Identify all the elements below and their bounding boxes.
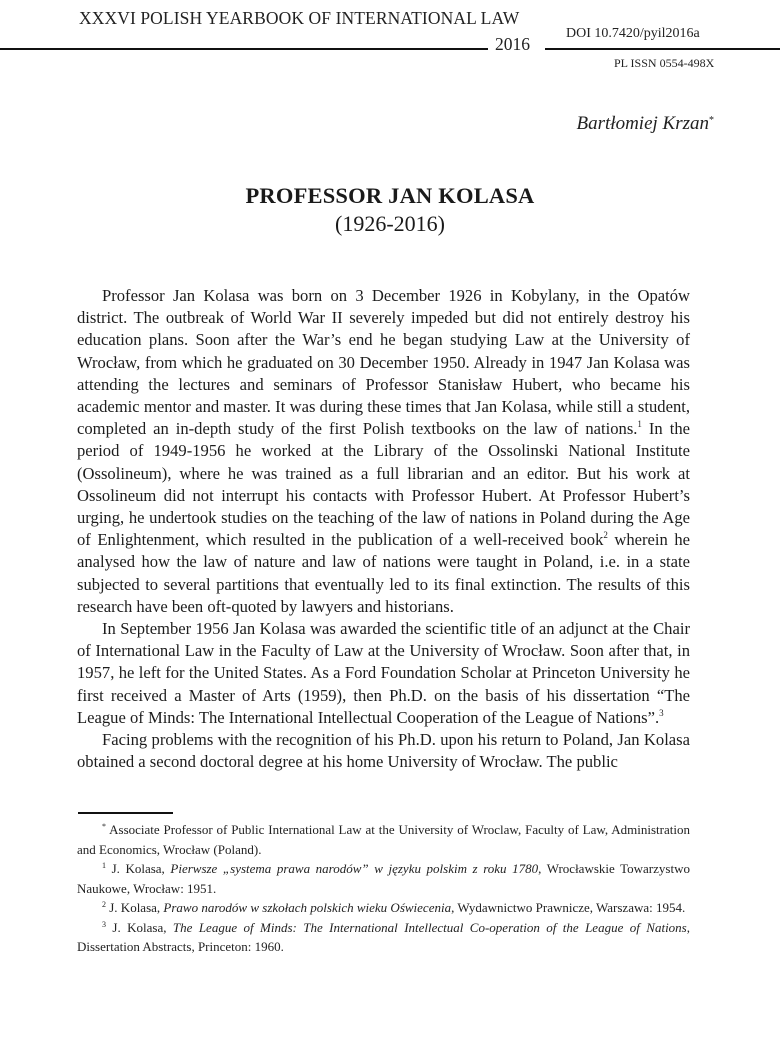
journal-title: XXXVI POLISH YEARBOOK OF INTERNATIONAL LAW <box>79 8 520 28</box>
text-run: Associate Professor of Public International Law at the University of Wroclaw, Faculty of Law, Administration and Economics, Wrocław (Poland). <box>77 822 690 857</box>
cited-title: Prawo narodów w szkołach polskich wieku Oświecenia <box>163 900 452 915</box>
text-run: wherein he analysed how the law of nature and law of nations were taught in Poland, i.e. in a state subjected to several partitions that eventually led to its final extinction. The results of this research have been oft-quoted by lawyers and historians. <box>77 530 691 616</box>
text-run: J. Kolasa, <box>106 919 173 935</box>
footnotes <box>77 820 690 957</box>
text-run: In the period of 1949-1956 he worked at the Library of the Ossolinski National Institute (Ossolineum), where he was trained as a full librarian and an editor. But his work at Ossolineum did not interrupt his contacts with Professor Hubert. At Professor Hubert’s urging, he undertook studies on the teaching of the law of nations in Poland during the Age of Enlightenment, which resulted in the publication of a well-received book <box>77 419 690 550</box>
footnote-marker: 3 <box>102 919 106 929</box>
footnote <box>77 820 690 859</box>
footnote-reference[interactable]: 3 <box>659 707 664 718</box>
footnote-marker: * <box>102 822 106 831</box>
text-run: J. Kolasa, <box>106 861 171 876</box>
cited-title: Pierwsze „systema prawa narodów” w języku polskim z roku 1780 <box>170 861 539 876</box>
footnote-marker: 1 <box>102 861 106 870</box>
title-dates: (1926-2016) <box>335 211 445 236</box>
paragraph <box>77 729 690 773</box>
author-byline <box>577 113 714 135</box>
body-text <box>77 285 690 773</box>
text-run: Professor Jan Kolasa was born on 3 December 1926 in Kobylany, in the Opatów district. The outbreak of World War II severely impeded but did not entirely destroy his education plans. Soon after the War’s end he began studying Law at the University of Wrocław, from which he graduated on 30 December 1950. Already in 1947 Jan Kolasa was attending the lectures and seminars of Professor Stanisław Hubert, who became his academic mentor and master. It was during these times that Jan Kolasa, while still a student, completed an in-depth study of the first Polish textbooks on the law of nations. <box>77 286 690 439</box>
footnote-reference[interactable]: 1 <box>637 419 642 430</box>
footnote-reference[interactable]: 2 <box>603 530 608 541</box>
title-main: PROFESSOR JAN KOLASA <box>245 183 535 208</box>
author-footnote-marker[interactable]: * <box>709 115 714 126</box>
author-name: Bartłomiej Krzan <box>576 113 709 134</box>
text-run: , Dissertation Abstracts, Princeton: 1960. <box>77 919 690 954</box>
cited-title: The League of Minds: The International Intellectual Co-operation of the League of Nations <box>172 919 687 935</box>
issn-label: PL ISSN 0554-498X <box>614 56 715 70</box>
journal-year: 2016 <box>495 34 530 54</box>
text-run: In September 1956 Jan Kolasa was awarded the scientific title of an adjunct at the Chair of International Law in the Faculty of Law at the University of Wrocław. Soon after that, in 1957, he left for the United States. As a Ford Foundation Scholar at Princeton University he first received a Master of Arts (1959), then Ph.D. on the basis of his dissertation “The League of Minds: The International Intellectual Cooperation of the League of Nations”. <box>77 619 690 727</box>
header-rule-right <box>545 48 780 50</box>
footnote <box>77 898 690 918</box>
text-run: Facing problems with the recognition of his Ph.D. upon his return to Poland, Jan Kolasa obtained a second doctoral degree at his home University of Wrocław. The public <box>77 730 690 772</box>
text-run: , Wydawnictwo Prawnicze, Warszawa: 1954. <box>451 900 686 915</box>
article-title <box>0 182 780 238</box>
paragraph <box>77 285 690 618</box>
footnote-marker: 2 <box>102 900 106 909</box>
doi-label: DOI 10.7420/pyil2016a <box>566 26 700 41</box>
text-run: J. Kolasa, <box>106 900 164 915</box>
paragraph <box>77 618 690 729</box>
text-run: , Wrocławskie Towarzystwo Naukowe, Wrocław: 1951. <box>77 861 690 896</box>
footnote <box>77 859 690 898</box>
footnote <box>77 918 690 957</box>
header-rule-left <box>0 48 488 50</box>
footnote-separator <box>78 812 173 814</box>
